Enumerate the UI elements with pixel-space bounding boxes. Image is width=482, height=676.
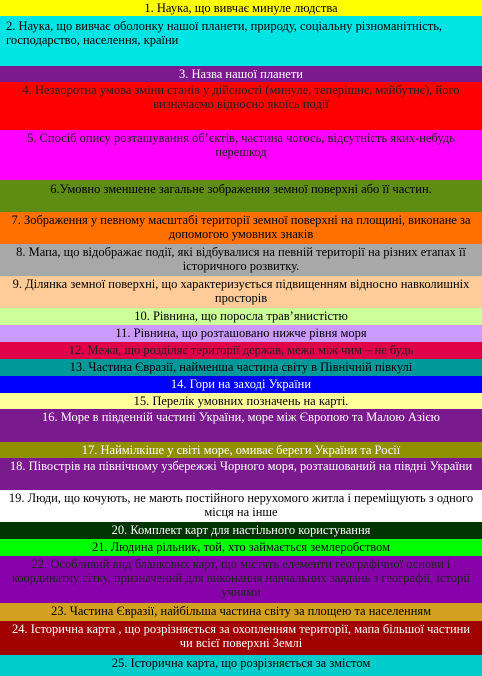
clue-row-24	[0, 621, 482, 655]
clue-text-17: 17. Наймілкіше у світі море, омиває береги України та Росії	[81, 443, 401, 457]
clue-text-9: 9. Ділянка земної поверхні, що характеризується підвищенням відносно навколишніх просторів	[12, 277, 470, 305]
clue-text-6: 6.Умовно зменшене загальне зображення земної поверхні або її частин.	[50, 182, 432, 196]
clue-text-8: 8. Мапа, що відображає події, які відбувалися на певній території на різних етапах її історичного розвитку.	[16, 245, 466, 273]
clue-row-18	[0, 458, 482, 490]
clue-row-22	[0, 556, 482, 603]
clue-text-5: 5. Спосіб опису розташування об’єктів, частина чогось, відсутність яких-небудь перешкод	[27, 131, 455, 159]
clue-text-25: 25. Історична карта, що розрізняється за змістом	[111, 656, 371, 670]
clue-row-20	[0, 522, 482, 539]
clue-text-7: 7. Зображення у певному масштабі території земної поверхні на площині, виконане за допомогою умовних знаків	[11, 213, 471, 241]
clue-row-13	[0, 359, 482, 376]
clue-text-11: 11. Рівнина, що розташовано нижче рівня моря	[115, 326, 367, 340]
clue-text-15: 15. Перелік умовних позначень на карті.	[133, 394, 349, 408]
clue-row-3	[0, 66, 482, 82]
clue-text-10: 10. Рівнина, що поросла трав’янистістю	[134, 309, 348, 323]
clue-text-1: 1. Наука, що вивчає минуле людства	[144, 1, 338, 15]
clue-row-1	[0, 0, 482, 16]
clue-text-20: 20. Комплект карт для настільного користування	[111, 523, 371, 537]
clue-row-7	[0, 212, 482, 244]
clue-row-11	[0, 325, 482, 342]
clue-text-4: 4. Незворотна умова зміни станів у дійсності (минуле, теперішнє, майбутнє), його визначаємо відносно якоїсь події	[22, 83, 460, 111]
clue-text-22: 22. Особливий вид бланкових карт, що містять елементи географічної основи і координатну сітку, призначений для виконання навчальних завдань з географії, історії учнями	[11, 557, 471, 599]
clue-text-24: 24. Історична карта , що розрізняється за охопленням території, мапа більшої частини чи всієї поверхні Землі	[11, 622, 471, 650]
clue-row-10	[0, 308, 482, 325]
clue-row-6	[0, 180, 482, 212]
clue-row-12	[0, 342, 482, 359]
clue-row-5	[0, 130, 482, 180]
clue-row-21	[0, 539, 482, 556]
clue-text-2: 2. Наука, що вивчає оболонку нашої планети, природу, соціальну різноманітність, господарство, населення, країни	[6, 19, 443, 47]
clue-text-13: 13. Частина Євразії, найменша частина світу в Північній півкулі	[69, 360, 413, 374]
clue-row-15	[0, 393, 482, 409]
clue-row-17	[0, 442, 482, 458]
clue-row-19	[0, 490, 482, 522]
clue-row-8	[0, 244, 482, 276]
clue-row-9	[0, 276, 482, 308]
clue-text-12: 12. Межа, що розділяє території держав, межа між чим – не будь	[68, 343, 414, 357]
clue-text-14: 14. Гори на заході України	[170, 377, 312, 391]
clue-text-16: 16. Море в південній частині України, море між Європою та Малою Азією	[41, 410, 441, 424]
clue-text-21: 21. Людина рільник, той, хто займається землеробством	[91, 540, 391, 554]
clue-row-2	[0, 16, 482, 66]
clue-row-23	[0, 603, 482, 621]
clue-row-14	[0, 376, 482, 393]
clue-text-18: 18. Півострів на північному узбережжі Чорного моря, розташований на півдні України	[9, 459, 473, 473]
clue-text-23: 23. Частина Євразії, найбільша частина світу за площею та населенням	[50, 604, 432, 618]
clue-row-25	[0, 655, 482, 676]
clue-text-3: 3. Назва нашої планети	[179, 67, 303, 81]
clue-row-4	[0, 82, 482, 130]
clue-row-16	[0, 409, 482, 442]
clue-text-19: 19. Люди, що кочують, не мають постійного нерухомого житла і переміщують з одного місця на інше	[8, 491, 474, 519]
